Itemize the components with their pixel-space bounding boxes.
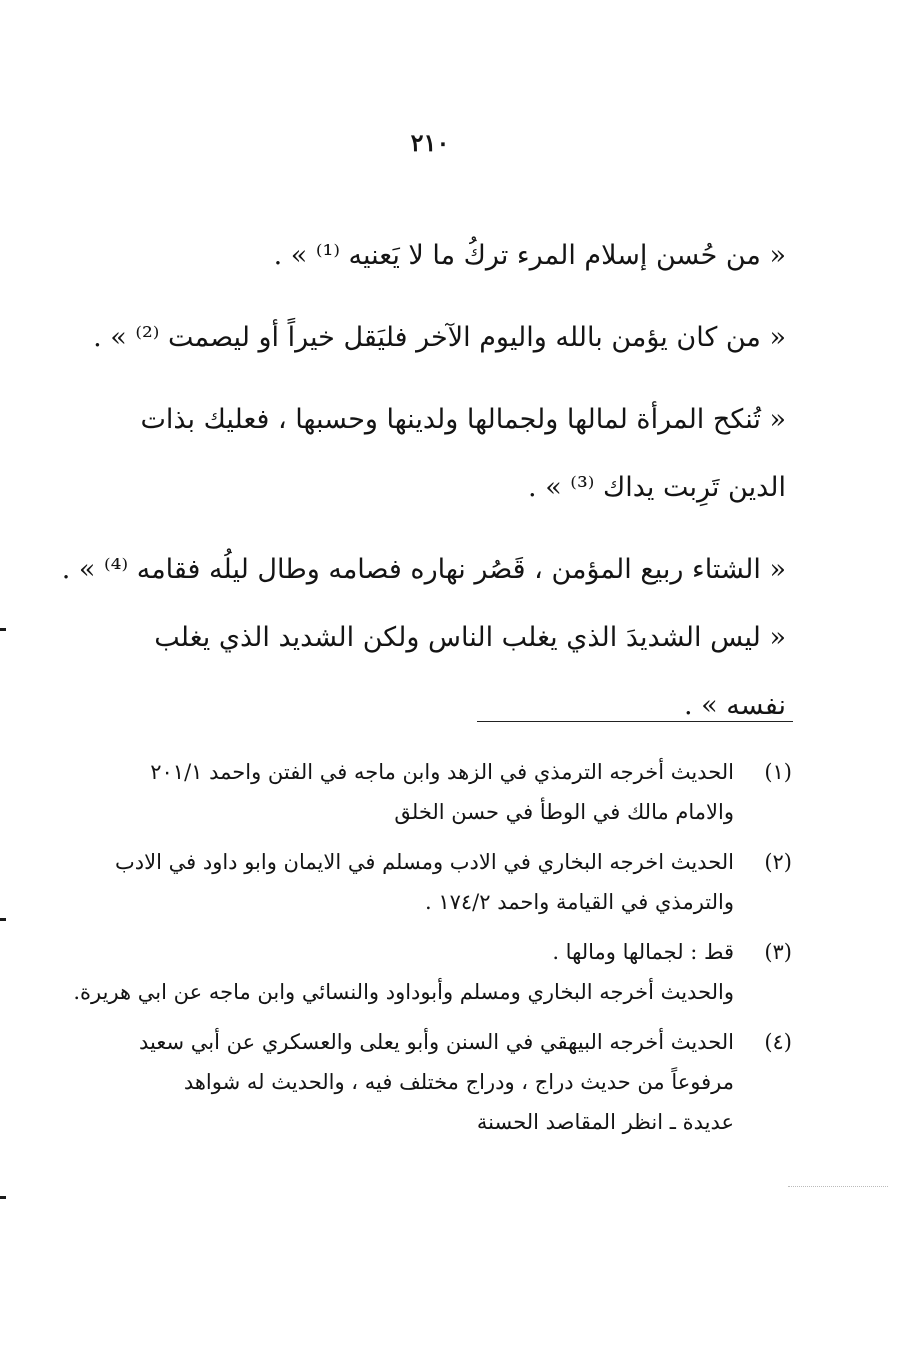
footnote-line: الحديث أخرجه الترمذي في الزهد وابن ماجه في الفتن واحمد ٢٠١/١ <box>150 760 734 784</box>
scan-faint-rule <box>788 1186 888 1187</box>
footnote-3 <box>73 932 792 1012</box>
footnote-2 <box>102 842 792 922</box>
footnote-line: والحديث أخرجه البخاري ومسلم وأبوداود والنسائي وابن ماجه عن ابي هريرة. <box>73 980 734 1004</box>
hadith-list <box>61 222 786 740</box>
scan-margin-mark <box>0 1196 6 1199</box>
hadith-line: « ليس الشديدَ الذي يغلب الناس ولكن الشديد الذي يغلب <box>154 622 786 653</box>
scan-margin-mark <box>0 918 6 921</box>
hadith-5 <box>86 604 786 740</box>
footnote-line: عديدة ـ انظر المقاصد الحسنة <box>476 1110 734 1134</box>
footnote-line: والامام مالك في الوطأ في حسن الخلق <box>394 800 734 824</box>
hadith-1 <box>86 222 786 290</box>
hadith-4 <box>61 536 786 604</box>
footnote-divider <box>477 721 793 722</box>
footnote-line: والترمذي في القيامة واحمد ١٧٤/٢ . <box>424 890 734 914</box>
footnote-line: مرفوعاً من حديث دراج ، ودراج مختلف فيه ، والحديث له شواهد <box>183 1070 734 1094</box>
footnote-4 <box>102 1022 792 1142</box>
hadith-2 <box>86 304 786 372</box>
footnote-number: (٤) <box>764 1030 792 1054</box>
footnote-1 <box>102 752 792 832</box>
footnote-number: (٢) <box>764 850 792 874</box>
hadith-line: نفسه » . <box>683 690 786 721</box>
footnote-number: (٣) <box>764 940 792 964</box>
hadith-line: « من كان يؤمن بالله واليوم الآخر فليَقل خيراً أو ليصمت ⁽²⁾ » . <box>93 322 786 353</box>
footnote-line: الحديث أخرجه البيهقي في السنن وأبو يعلى والعسكري عن أبي سعيد <box>139 1030 734 1054</box>
hadith-3 <box>86 386 786 522</box>
hadith-line: « من حُسن إسلام المرء تركُ ما لا يَعنيه ⁽¹⁾ » . <box>273 240 786 271</box>
hadith-line: « تُنكح المرأة لمالها ولجمالها ولدينها وحسبها ، فعليك بذات <box>140 404 786 435</box>
page-number: ٢١٠ <box>410 128 450 157</box>
hadith-line: الدين تَرِبت يداك ⁽³⁾ » . <box>528 472 786 503</box>
footnote-number: (١) <box>764 760 792 784</box>
scan-margin-mark <box>0 628 6 631</box>
footnotes <box>73 752 792 1152</box>
footnote-line: قط : لجمالها ومالها . <box>552 940 734 964</box>
footnote-line: الحديث اخرجه البخاري في الادب ومسلم في الايمان وابو داود في الادب <box>115 850 734 874</box>
hadith-line: « الشتاء ربيع المؤمن ، قَصُر نهاره فصامه وطال ليلُه فقامه ⁽⁴⁾ » . <box>61 554 786 585</box>
